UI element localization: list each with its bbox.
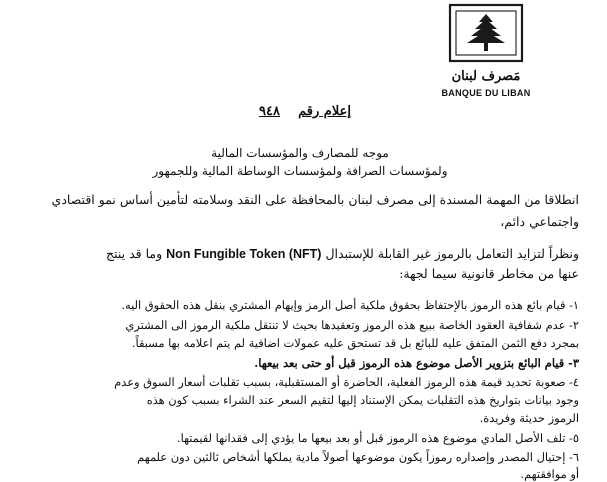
risk-item: ٥- تلف الأصل المادي موضوع هذه الرموز قبل أو بعد بيعها ما يؤدي إلى فقدانها لقيمتها. xyxy=(176,431,579,445)
risk-item: ٦- إحتيال المصدر وإصداره رموزاً يكون موضوعها أصولاً مادية يملكها أشخاص ثالثين دون علمهم xyxy=(137,450,579,464)
risk-item: ٣- قيام البائع بتزوير الأصل موضوع هذه الرموز قبل أو حتى بعد بيعها. xyxy=(254,356,579,370)
context-line: عنها من مخاطر قانونية سيما لجهة: xyxy=(399,266,579,281)
risk-item-continuation: وجود بيانات بتواريخ هذه التقلبات يمكن الإستناد إليها لتقيم السعر عند الشراء بسبب كون هذه xyxy=(146,393,579,407)
intro-line: واجتماعي دائم، xyxy=(500,214,579,229)
notice-title xyxy=(210,104,400,119)
context-text: وما قد ينتج xyxy=(106,246,163,261)
context-text: ونظراً لتزايد التعامل بالرموز غير القابلة للإستبدال xyxy=(325,246,579,261)
notice-number: ٩٤٨ xyxy=(259,104,280,119)
nft-term: Non Fungible Token (NFT) xyxy=(166,247,322,261)
risk-item-continuation: أو موافقتهم. xyxy=(520,467,579,481)
logo-arabic-name: مَصرف لبنان xyxy=(451,69,521,84)
cedar-emblem-icon xyxy=(446,2,526,64)
risk-item-continuation: الرموز حديثة وفريدة. xyxy=(479,411,579,425)
bank-logo xyxy=(426,2,546,108)
logo-french-name: BANQUE DU LIBAN xyxy=(441,88,531,98)
addressee-line: ولمؤسسات الصرافة ولمؤسسات الوساطة المالية وللجمهور xyxy=(152,164,448,178)
risk-item: ٤- صعوبة تحديد قيمة هذه الرموز الفعلية، الحاضرة أو المستقبلية، بسبب تقلبات أسعار السوق وعدم xyxy=(114,375,579,389)
risk-item-continuation: بمجرد دفع الثمن المتفق عليه للبائع بل قد تستحق عليه عمولات اضافية لم يتم اعلامه بها مسبقاً. xyxy=(131,336,579,350)
intro-line: انطلاقا من المهمة المسندة إلى مصرف لبنان بالمحافظة على النقد وسلامته لتأمين أساس نمو اقتصادي xyxy=(51,192,579,207)
notice-label: إعلام رقم xyxy=(298,104,351,119)
context-line xyxy=(106,246,579,261)
risk-item: ١- قيام بائع هذه الرموز بالإحتفاظ بحقوق ملكية أصل الرمز وإيهام المشتري بنقل هذه الحقوق اليه. xyxy=(121,298,579,312)
addressee-line: موجه للمصارف والمؤسسات المالية xyxy=(211,146,389,160)
risk-item: ٢- عدم شفافية العقود الخاصة ببيع هذه الرموز وتعقيدها بحيث لا تنتقل ملكية الرموز الى المشتري xyxy=(125,318,579,332)
